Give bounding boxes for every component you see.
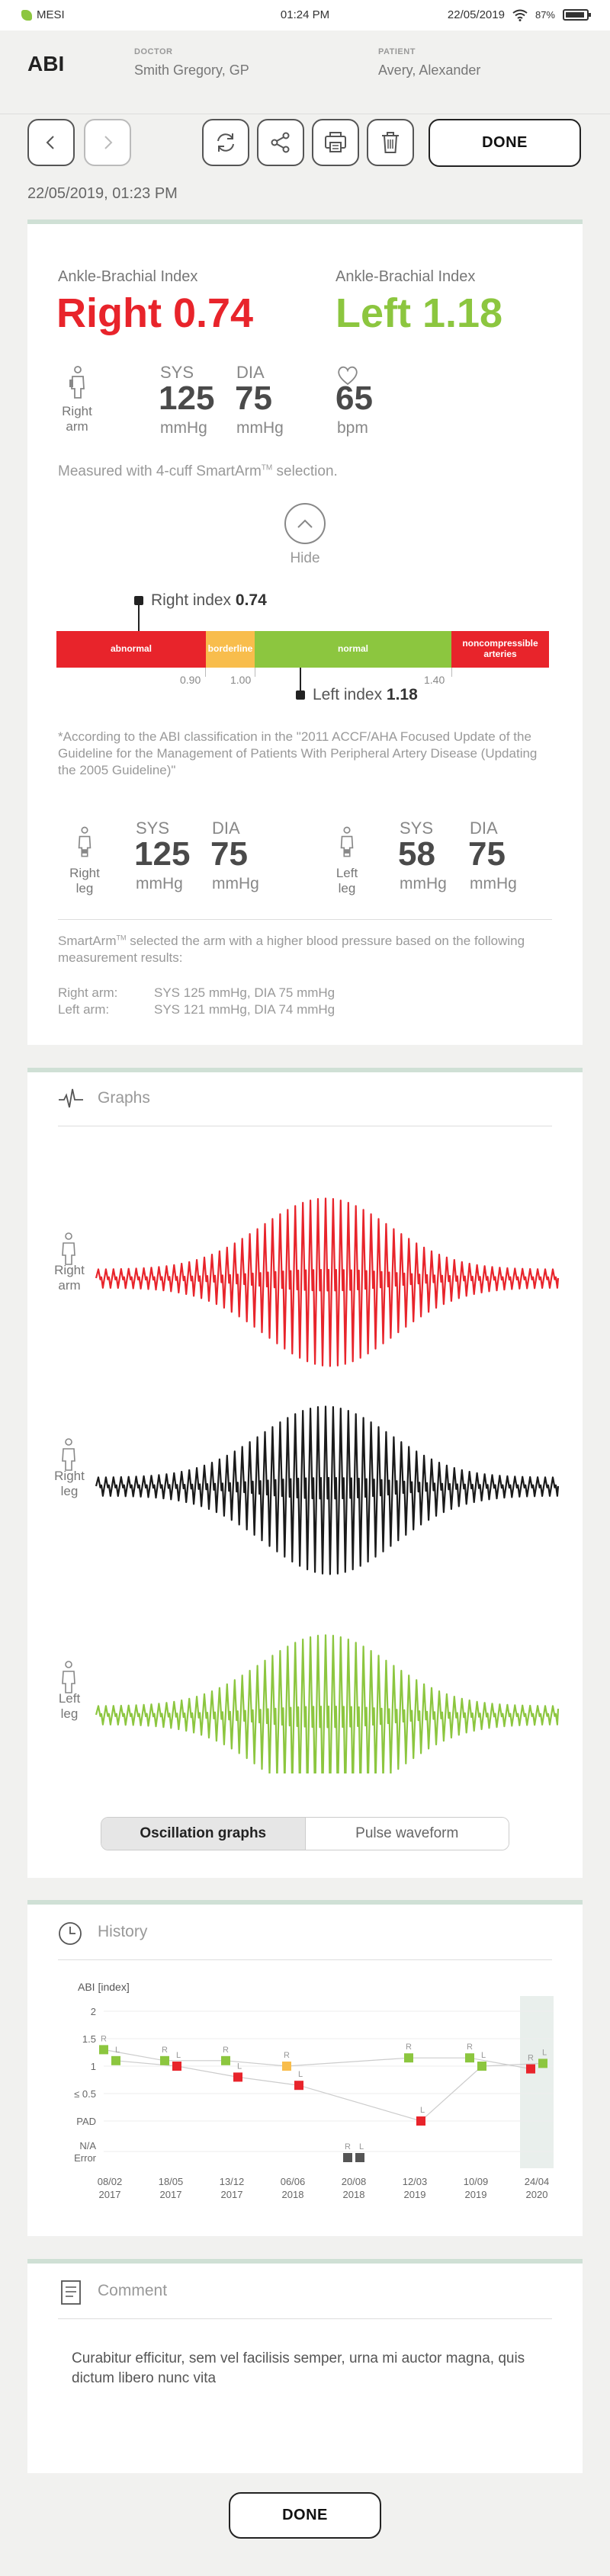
tick-label-140: 1.40 <box>424 674 445 686</box>
right-arm-label-2: arm <box>66 419 88 434</box>
printer-icon <box>323 131 348 154</box>
doctor-label: DOCTOR <box>134 47 173 56</box>
right-index-val: 0.74 <box>235 591 267 609</box>
x-tick-label: 2017 <box>98 2189 121 2200</box>
graph-left-leg-label <box>43 1691 96 1722</box>
chevron-left-icon <box>43 134 59 151</box>
x-tick-label: 2017 <box>220 2189 243 2200</box>
right-abi-value: Right 0.74 <box>56 290 254 336</box>
previous-button[interactable] <box>27 119 75 166</box>
point-label: L <box>297 2070 303 2080</box>
point-label: R <box>162 2045 168 2055</box>
right-arm-label <box>50 404 104 435</box>
left-leg-dia-unit: mmHg <box>470 875 517 892</box>
status-bar <box>0 0 610 30</box>
history-divider <box>58 1959 552 1960</box>
clock-icon <box>58 1921 82 1946</box>
tick-mark-090 <box>205 668 206 677</box>
x-tick-label: 18/05 <box>158 2176 184 2187</box>
right-leg-dia-value: 75 <box>210 835 248 873</box>
page-title: ABI <box>27 52 65 75</box>
point-L <box>172 2062 181 2071</box>
right-index-marker <box>134 596 143 605</box>
battery-percent: 87% <box>535 9 555 21</box>
arm-dia-value: 75 <box>235 380 272 417</box>
left-leg-label <box>320 866 374 897</box>
arm-sys-label: SYS <box>160 363 194 382</box>
point-L <box>477 2062 486 2071</box>
result-divider <box>58 919 552 920</box>
pulse-value: 65 <box>336 380 373 417</box>
left-leg-sys-label: SYS <box>400 819 434 838</box>
right-index-pointer <box>138 605 140 631</box>
x-tick-label: 24/04 <box>524 2176 550 2187</box>
x-tick-label: 06/06 <box>280 2176 306 2187</box>
left-leg-wave <box>96 1636 558 1774</box>
point-label: R <box>284 2051 290 2060</box>
hide-label: Hide <box>290 550 320 566</box>
next-button[interactable] <box>84 119 131 166</box>
graph-row-left-leg <box>60 1636 558 1774</box>
right-leg-sys-label: SYS <box>136 819 170 838</box>
graphs-card <box>27 1068 583 1878</box>
right-arm-result-label: Right arm: <box>58 985 118 1000</box>
smartarm-pre: SmartArm <box>58 934 117 948</box>
left-leg-sys-unit: mmHg <box>400 875 447 892</box>
oscillation-graphs <box>27 1149 583 1773</box>
status-right <box>448 8 589 21</box>
x-tick-label: 2019 <box>464 2189 487 2200</box>
point-label: R <box>101 2034 107 2044</box>
measured-note <box>58 463 338 480</box>
right-leg-label-1: Right <box>69 866 100 880</box>
measured-note-pre: Measured with 4-cuff SmartArm <box>58 463 262 479</box>
left-index-marker <box>296 690 305 700</box>
x-tick-label: 13/12 <box>219 2176 245 2187</box>
right-arm-result-values: SYS 125 mmHg, DIA 75 mmHg <box>154 985 336 1000</box>
pulse-unit: bpm <box>337 419 368 437</box>
refresh-icon <box>214 130 238 155</box>
scale-borderline: borderline <box>206 631 255 668</box>
right-leg-sys-unit: mmHg <box>136 875 183 892</box>
left-leg-sys-value: 58 <box>398 835 435 873</box>
point-label: R <box>345 2142 351 2151</box>
x-tick-label: 12/03 <box>402 2176 428 2187</box>
status-date: 22/05/2019 <box>447 8 505 21</box>
comment-title: Comment <box>98 2282 168 2299</box>
history-card <box>27 1900 583 2236</box>
right-index-label <box>151 591 267 610</box>
abi-history-chart <box>27 1996 583 2225</box>
scale-noncompressible: noncompressible arteries <box>451 631 549 668</box>
trash-icon <box>380 131 400 154</box>
point-label: L <box>480 2051 486 2060</box>
graph-right-arm-label-1: Right <box>54 1263 85 1277</box>
document-icon <box>61 2280 81 2305</box>
limb-icon <box>63 1449 75 1470</box>
graph-left-leg-label-1: Left <box>58 1691 81 1706</box>
highlight-column <box>520 1996 554 2168</box>
x-tick-label: 10/09 <box>463 2176 489 2187</box>
tab-oscillation-graphs[interactable]: Oscillation graphs <box>101 1818 305 1850</box>
right-leg-label-2: leg <box>75 881 94 896</box>
point-label: R <box>467 2043 473 2052</box>
arm-dia-unit: mmHg <box>236 419 284 437</box>
y-tick-label: 1.5 <box>82 2033 96 2045</box>
y-tick-label: N/A <box>79 2140 96 2151</box>
right-arm-wave <box>96 1199 558 1366</box>
arm-sys-value: 125 <box>159 380 215 417</box>
smartarm-post: selected the arm with a higher blood pressure based on the following measurement results: <box>58 934 525 966</box>
y-tick-label: 2 <box>90 2006 96 2017</box>
chevron-right-icon <box>99 134 116 151</box>
point-label: L <box>541 2048 547 2058</box>
y-tick-label: Error <box>74 2152 96 2164</box>
point-L <box>355 2153 364 2162</box>
point-label: L <box>419 2106 425 2115</box>
graph-right-leg-label <box>43 1469 96 1500</box>
limb-icon <box>63 1243 75 1264</box>
right-leg-wave <box>96 1407 558 1575</box>
point-R <box>282 2062 291 2071</box>
right-arm-icon <box>67 366 88 399</box>
comment-text[interactable]: Curabitur efficitur, sem vel facilisis semper, urna mi auctor magna, quis dictum libero nunc vita <box>72 2350 525 2386</box>
share-button[interactable] <box>257 119 304 166</box>
left-leg-dia-label: DIA <box>470 819 498 838</box>
point-L <box>416 2116 425 2126</box>
footer-done-button[interactable]: DONE <box>229 2492 381 2539</box>
point-R <box>160 2056 169 2065</box>
right-abi-title: Ankle-Brachial Index <box>58 268 198 285</box>
patient-label: PATIENT <box>378 47 416 56</box>
point-label: L <box>236 2062 242 2071</box>
measurement-datetime: 22/05/2019, 01:23 PM <box>27 185 178 202</box>
repeat-measurement-button[interactable] <box>202 119 249 166</box>
app-header <box>0 30 610 114</box>
tick-mark-140 <box>451 668 452 677</box>
left-abi-title: Ankle-Brachial Index <box>336 268 476 285</box>
graph-right-leg-label-1: Right <box>54 1469 85 1483</box>
right-leg-sys-value: 125 <box>134 835 191 873</box>
x-tick-label: 2018 <box>281 2189 304 2200</box>
left-index-pointer <box>300 668 301 690</box>
comment-divider <box>58 2318 552 2319</box>
point-R <box>465 2053 474 2062</box>
limb-icon <box>63 1671 75 1693</box>
left-arm-result-label: Left arm: <box>58 1002 110 1017</box>
point-L <box>294 2081 303 2090</box>
point-label: R <box>528 2053 534 2063</box>
left-arm-result-values: SYS 121 mmHg, DIA 74 mmHg <box>154 1002 336 1017</box>
point-L <box>111 2056 120 2065</box>
wifi-icon <box>512 9 528 21</box>
chevron-up-icon <box>297 518 313 529</box>
hide-details-button[interactable] <box>284 503 326 544</box>
point-label: R <box>406 2043 412 2052</box>
left-index-pre: Left index <box>313 686 387 703</box>
y-tick-label: 1 <box>90 2061 96 2072</box>
right-leg-icon <box>75 826 95 858</box>
x-tick-label: 2017 <box>159 2189 182 2200</box>
left-leg-dia-value: 75 <box>468 835 506 873</box>
x-tick-label: 08/02 <box>97 2176 123 2187</box>
point-R <box>99 2045 108 2054</box>
left-index-val: 1.18 <box>386 686 418 703</box>
x-tick-label: 2020 <box>525 2189 548 2200</box>
graph-type-toggle <box>101 1817 509 1850</box>
graph-row-right-leg <box>60 1407 558 1575</box>
graph-right-leg-label-2: leg <box>60 1484 79 1499</box>
left-leg-label-1: Left <box>336 866 358 880</box>
delete-button[interactable] <box>367 119 414 166</box>
point-label: R <box>223 2045 229 2055</box>
point-R <box>404 2053 413 2062</box>
right-leg-label <box>58 866 111 897</box>
x-tick-label: 2018 <box>342 2189 365 2200</box>
y-tick-label: PAD <box>76 2116 96 2127</box>
tick-label-090: 0.90 <box>180 674 201 686</box>
point-label: L <box>358 2142 364 2151</box>
y-tick-label: ≤ 0.5 <box>74 2088 96 2100</box>
right-index-pre: Right index <box>151 591 236 609</box>
tab-pulse-waveform[interactable]: Pulse waveform <box>305 1818 509 1850</box>
graph-row-right-arm <box>63 1199 558 1366</box>
right-leg-dia-label: DIA <box>212 819 240 838</box>
tick-label-100: 1.00 <box>230 674 252 686</box>
point-R <box>221 2056 230 2065</box>
history-title: History <box>98 1923 148 1940</box>
measured-note-post: selection. <box>272 463 338 479</box>
history-ylabel: ABI [index] <box>78 1981 130 1993</box>
scale-normal: normal <box>255 631 451 668</box>
done-button[interactable]: DONE <box>429 119 581 167</box>
right-leg-dia-unit: mmHg <box>212 875 259 892</box>
right-arm-label-1: Right <box>62 404 92 418</box>
brand-name: MESI <box>37 8 65 21</box>
left-index-label <box>313 686 418 704</box>
graph-left-leg-label-2: leg <box>60 1706 79 1722</box>
print-button[interactable] <box>312 119 359 166</box>
doctor-name: Smith Gregory, GP <box>134 62 249 78</box>
abi-footnote: *According to the ABI classification in the "2011 ACCF/AHA Focused Update of the Guideline for the Management of Patients With Peripheral Artery Disease (Updating the 2005 Guideline)" <box>58 729 538 778</box>
x-tick-label: 2019 <box>403 2189 426 2200</box>
point-R <box>343 2153 352 2162</box>
left-abi-value: Left 1.18 <box>336 290 503 336</box>
point-L <box>233 2072 242 2081</box>
measured-note-tm: TM <box>261 463 273 473</box>
x-tick-label: 20/08 <box>341 2176 367 2187</box>
share-icon <box>269 131 292 154</box>
arm-dia-label: DIA <box>236 363 265 382</box>
battery-icon <box>563 9 589 21</box>
pulse-graph-icon <box>58 1088 84 1110</box>
comment-card <box>27 2259 583 2473</box>
status-time: 01:24 PM <box>280 8 330 21</box>
graph-right-arm-label-2: arm <box>58 1278 81 1293</box>
point-label: L <box>175 2051 181 2060</box>
left-leg-icon <box>337 826 357 858</box>
arm-sys-unit: mmHg <box>160 419 207 437</box>
left-leg-label-2: leg <box>338 881 356 896</box>
smartarm-note <box>58 933 546 966</box>
graphs-title: Graphs <box>98 1089 150 1107</box>
graph-right-arm-label <box>43 1263 96 1294</box>
point-label: L <box>114 2045 120 2055</box>
point-R <box>526 2065 535 2074</box>
point-L <box>538 2059 547 2068</box>
patient-name: Avery, Alexander <box>378 62 481 78</box>
smartarm-tm: TM <box>116 934 127 942</box>
result-card <box>27 219 583 1045</box>
scale-abnormal: abnormal <box>56 631 206 668</box>
